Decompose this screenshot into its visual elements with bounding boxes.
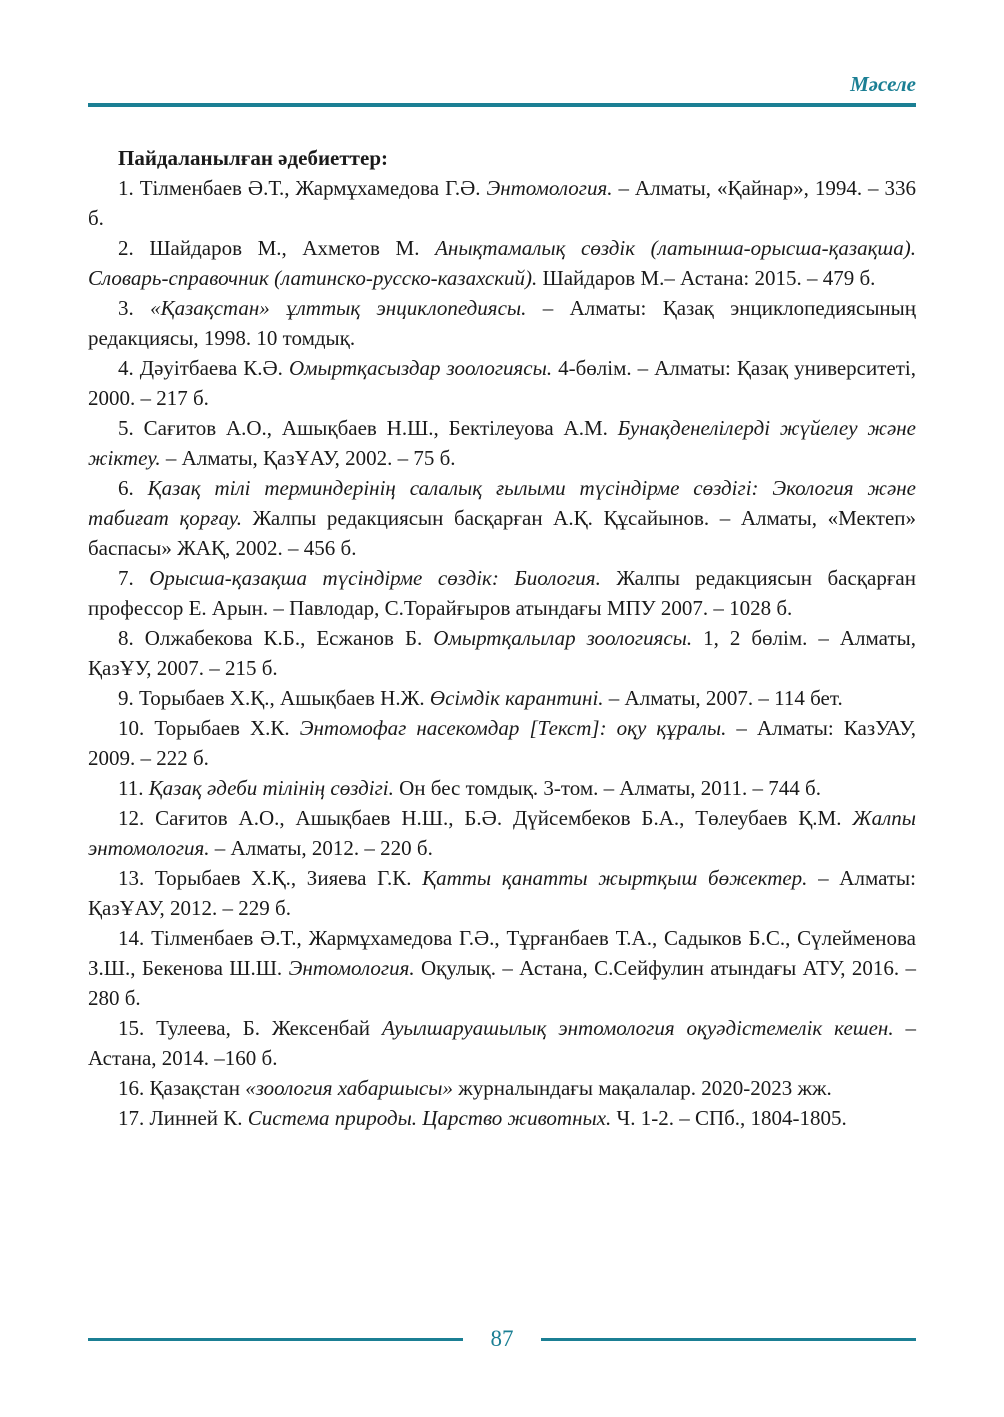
- reference-details: 1, 2 бөлім. – Алматы, ҚазҰУ, 2007. – 215 б.: [88, 626, 916, 680]
- reference-title: Омыртқалылар зоологиясы.: [433, 626, 693, 650]
- reference-details: – Алматы, 2007. – 114 бет.: [603, 686, 843, 710]
- reference-item: [88, 173, 916, 233]
- reference-authors: 15. Тулеева, Б. Жексенбай: [118, 1016, 382, 1040]
- reference-authors: 7.: [118, 566, 150, 590]
- reference-title: «зоология хабаршысы»: [245, 1076, 453, 1100]
- reference-item: [88, 473, 916, 563]
- reference-details: Жалпы редакциясын басқарған А.Қ. Құсайынов. – Алматы, «Мектеп» баспасы» ЖАҚ, 2002. – 456 б.: [88, 506, 916, 560]
- reference-item: [88, 233, 916, 293]
- reference-item: [88, 1013, 916, 1073]
- reference-authors: 8. Олжабекова К.Б., Есжанов Б.: [118, 626, 434, 650]
- reference-details: Жалпы редакциясын басқарған профессор Е. Арын. – Павлодар, С.Торайғыров атындағы МПУ 2007. – 1028 б.: [88, 566, 916, 620]
- reference-title: Қазақ тілі терминдерінің салалық ғылыми түсіндірме сөздігі: Экология және табиғат қорғау.: [88, 476, 917, 530]
- reference-title: Энтомология.: [288, 956, 415, 980]
- reference-authors: 16. Қазақстан: [118, 1076, 246, 1100]
- reference-title: Энтомология.: [486, 176, 613, 200]
- reference-details: Шайдаров М.– Астана: 2015. – 479 б.: [537, 266, 876, 290]
- reference-authors: 11.: [118, 776, 149, 800]
- reference-authors: 2. Шайдаров М., Ахметов М.: [118, 236, 436, 260]
- reference-title: Ауылшаруашылық энтомология оқуәдістемелік кешен.: [381, 1016, 894, 1040]
- reference-title: Энтомофаг насекомдар [Текст]: оқу құралы.: [299, 716, 727, 740]
- reference-title: Қатты қанатты жыртқыш бөжектер.: [422, 866, 808, 890]
- page-footer: [88, 1324, 916, 1354]
- reference-item: [88, 413, 916, 473]
- reference-details: – Алматы: Қазақ энциклопедиясының редакциясы, 1998. 10 томдық.: [88, 296, 917, 350]
- reference-details: – Алматы: КазУАУ, 2009. – 222 б.: [88, 716, 916, 770]
- page-number: 87: [490, 1326, 514, 1351]
- reference-details: Он бес томдық. 3-том. – Алматы, 2011. – 744 б.: [393, 776, 821, 800]
- reference-title: Омыртқасыздар зоологиясы.: [288, 356, 553, 380]
- reference-title: Жалпы энтомология.: [88, 806, 916, 860]
- reference-title: Бунақденелілерді жүйелеу және жіктеу.: [88, 416, 917, 470]
- header-rule: [88, 103, 916, 107]
- reference-authors: 6.: [118, 476, 148, 500]
- reference-title: Система природы. Царство животных.: [247, 1106, 612, 1130]
- reference-item: [88, 803, 916, 863]
- reference-details: Ч. 1-2. – СПб., 1804-1805.: [611, 1106, 847, 1130]
- reference-authors: 17. Линней К.: [118, 1106, 248, 1130]
- reference-details: 4-бөлім. – Алматы: Қазақ университеті, 2000. – 217 б.: [88, 356, 916, 410]
- reference-item: [88, 293, 916, 353]
- references-title: Пайдаланылған әдебиеттер:: [118, 146, 388, 170]
- reference-item: [88, 353, 916, 413]
- reference-authors: 14. Тілменбаев Ә.Т., Жармұхамедова Г.Ә., Тұрғанбаев Т.А., Садыков Б.С., Сүлейменова З.Ш., Бекенова Ш.Ш.: [88, 926, 916, 980]
- reference-authors: 3.: [118, 296, 151, 320]
- footer-rule-right: [541, 1338, 916, 1341]
- reference-authors: 12. Сағитов А.О., Ашықбаев Н.Ш., Б.Ә. Дүйсембеков Б.А., Төлеубаев Қ.М.: [118, 806, 853, 830]
- reference-authors: 10. Торыбаев Х.К.: [118, 716, 300, 740]
- reference-title: Орысша-қазақша түсіндірме сөздік: Биология.: [149, 566, 601, 590]
- reference-details: Оқулық. – Астана, С.Сейфулин атындағы АТУ, 2016. – 280 б.: [88, 956, 916, 1010]
- reference-authors: 4. Дәуітбаева К.Ә.: [118, 356, 289, 380]
- reference-title: «Қазақстан» ұлттық энциклопедиясы.: [150, 296, 527, 320]
- reference-item: [88, 923, 916, 1013]
- reference-item: [88, 623, 916, 683]
- reference-authors: 1. Тілменбаев Ә.Т., Жармұхамедова Г.Ә.: [118, 176, 487, 200]
- references-section: [88, 143, 916, 1133]
- reference-details: – Астана, 2014. –160 б.: [88, 1016, 916, 1070]
- reference-title: Қазақ әдеби тілінің сөздігі.: [148, 776, 394, 800]
- reference-authors: 5. Сағитов А.О., Ашықбаев Н.Ш., Бектілеуова А.М.: [118, 416, 618, 440]
- reference-details: – Алматы: ҚазҰАУ, 2012. – 229 б.: [88, 866, 916, 920]
- reference-item: [88, 773, 916, 803]
- reference-authors: 13. Торыбаев Х.Қ., Зияева Г.К.: [118, 866, 423, 890]
- reference-details: журналындағы мақалалар. 2020-2023 жж.: [452, 1076, 832, 1100]
- reference-item: [88, 683, 916, 713]
- reference-item: [88, 1073, 916, 1103]
- reference-item: [88, 713, 916, 773]
- reference-details: – Алматы, «Қайнар», 1994. – 336 б.: [88, 176, 916, 230]
- reference-details: – Алматы, ҚазҰАУ, 2002. – 75 б.: [160, 446, 456, 470]
- reference-item: [88, 863, 916, 923]
- reference-details: – Алматы, 2012. – 220 б.: [209, 836, 433, 860]
- references-list: [88, 173, 916, 1133]
- reference-item: [88, 563, 916, 623]
- reference-authors: 9. Торыбаев Х.Қ., Ашықбаев Н.Ж.: [118, 686, 430, 710]
- reference-item: [88, 1103, 916, 1133]
- running-title: Мәселе: [850, 72, 916, 96]
- reference-title: Анықтамалық сөздік (латынша-орысша-қазақша). Словарь-справочник (латинско-русско-казахский).: [88, 236, 917, 290]
- reference-title: Өсімдік карантині.: [429, 686, 604, 710]
